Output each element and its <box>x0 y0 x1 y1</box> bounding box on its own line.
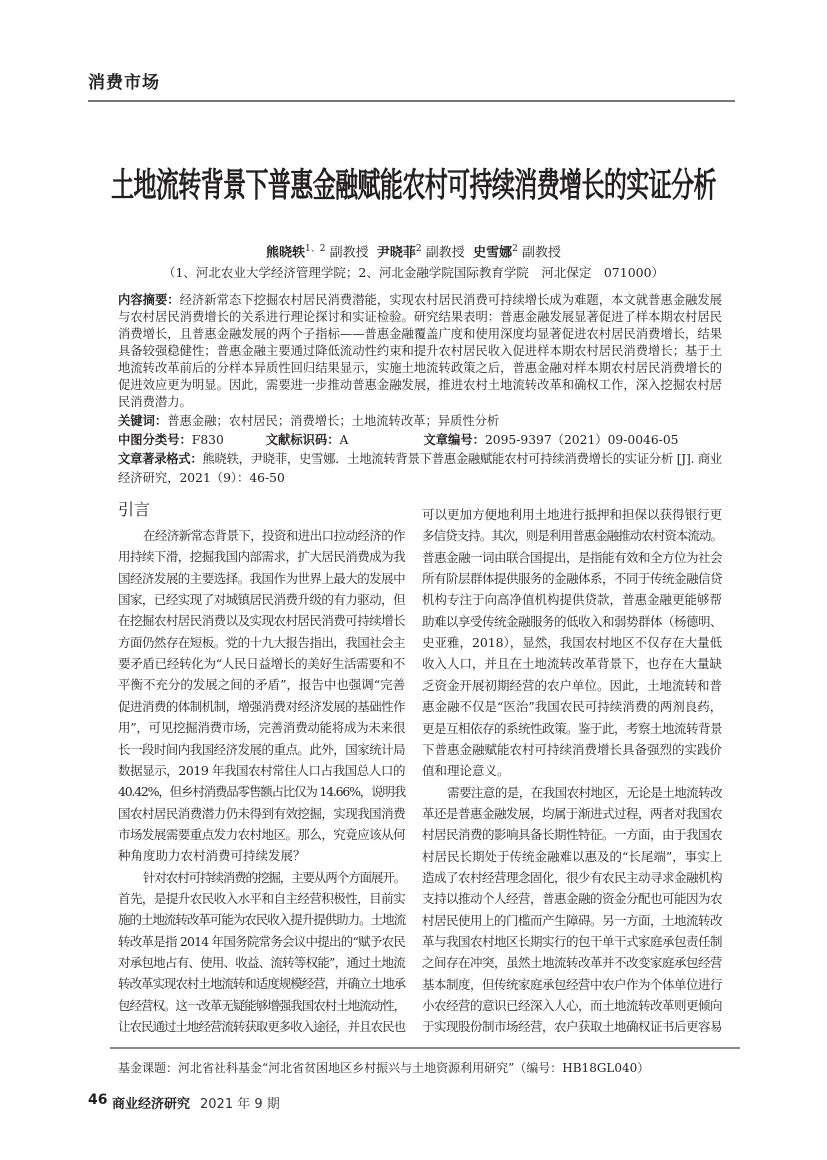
body-text-line: 用持续下滑，挖掘我国内部需求，扩大居民消费成为我 <box>118 549 405 565</box>
body-text-line: 值和理论意义。 <box>422 763 510 779</box>
abstract-line <box>118 343 722 360</box>
abstract-text: 消费增长，且普惠金融发展的两个子指标——普惠金融覆盖广度和使用深度均显著促进农村居民消费增长，结果 <box>118 327 722 341</box>
body-text-line: 村居民消费的影响具备长期性特征。一方面，由于我国农 <box>422 827 722 843</box>
keywords-value: 普惠金融；农村居民；消费增长；土地流转改革；异质性分析 <box>167 414 500 428</box>
body-text-line: 革还是普惠金融发展，均属于渐进式过程，两者对我国农 <box>422 805 722 821</box>
body-text-line: 长一段时间内我国经济发展的重点。此外，国家统计局 <box>118 741 405 757</box>
author-name: 熊晓轶 <box>266 245 306 261</box>
footnote-rule <box>110 1047 740 1049</box>
body-text-line: 小农经营的意识已经深入人心，而土地流转改革则更倾向 <box>422 998 722 1014</box>
article-no-label: 文章编号： <box>423 433 485 447</box>
author-rank: 副教授 <box>329 245 369 261</box>
citation-cont: 经济研究，2021（9）：46-50 <box>118 471 285 485</box>
body-text-line: 首先，是提升农民收入水平和自主经营积极性，目前实 <box>118 890 405 906</box>
body-text-line: 多信贷支持。其次，则是利用普惠金融推动农村资本流动。 <box>422 528 722 544</box>
author-affil-ref: 2 <box>512 244 518 254</box>
body-text-line: 在挖掘农村居民消费以及实现农村居民消费可持续增长 <box>118 613 405 629</box>
affiliation: （1、河北农业大学经济管理学院；2、河北金融学院国际教育学院 河北保定 071000） <box>162 265 665 280</box>
body-text-line: 用”，可见挖掘消费市场，完善消费动能将成为未来很 <box>118 720 405 736</box>
body-text-line: 市场发展需要重点发力农村地区。那么，究竟应该从何 <box>118 826 405 842</box>
body-text-line: 村居民使用上的门槛而产生障碍。另一方面，土地流转改 <box>422 912 722 928</box>
header-rule <box>88 100 735 102</box>
author-affil-ref: 2 <box>415 244 422 254</box>
section-heading-intro: 引言 <box>118 500 151 519</box>
body-text-line: 普惠金融一词由联合国提出，是指能有效和全方位为社会 <box>422 549 722 565</box>
keywords <box>118 413 499 430</box>
abstract-text: 民消费潜力。 <box>118 395 192 409</box>
classification <box>118 432 678 449</box>
body-text-line: 针对农村可持续消费的挖掘，主要从两个方面展开。 <box>143 869 405 885</box>
funding-footnote: 基金课题：河北省社科基金“河北省贫困地区乡村振兴与土地资源利用研究”（编号：HB18GL040） <box>118 1061 650 1075</box>
keywords-label: 关键词： <box>118 414 168 428</box>
body-text-line: 可以更加方便地利用土地进行抵押和担保以获得银行更 <box>422 507 723 522</box>
doc-code-label: 文献标识码： <box>265 433 340 447</box>
body-text-line: 机构专注于向高净值机构提供贷款，普惠金融更能够帮 <box>422 592 723 608</box>
author-affil-ref: 1、2 <box>305 244 326 254</box>
body-text-line: 所有阶层群体提供服务的金融体系，不同于传统金融信贷 <box>422 571 722 587</box>
clc-value: F830 <box>191 433 224 447</box>
body-text-line: 国经济发展的主要选择。我国作为世界上最大的发展中 <box>118 570 405 586</box>
body-text-line: 国农村居民消费潜力仍未得到有效挖掘，实现我国消费 <box>118 805 405 821</box>
citation-text: 熊晓轶，尹晓菲，史雪娜．土地流转背景下普惠金融赋能农村可持续消费增长的实证分析 [J]. 商业 <box>202 452 722 466</box>
body-text-line: 之间存在冲突，虽然土地流转改革并不改变家庭承包经营 <box>422 955 722 971</box>
author-list <box>0 241 827 260</box>
body-text-line: 国家，已经实现了对城镇居民消费升级的有力驱动，但 <box>118 592 405 608</box>
body-text-line: 下普惠金融赋能农村可持续消费增长具备强烈的实践价 <box>422 741 723 757</box>
abstract-text: 具备较强稳健性；普惠金融主要通过降低流动性约束和提升农村居民收入促进样本期农村居民消费增长；基于土 <box>118 344 722 358</box>
abstract-line <box>118 326 722 343</box>
abstract-label: 内容摘要： <box>118 293 180 307</box>
citation <box>118 451 722 468</box>
author-name: 史雪娜 <box>473 245 513 261</box>
body-text-line: 种角度助力农村消费可持续发展？ <box>118 848 306 864</box>
clc-label: 中图分类号： <box>118 433 192 447</box>
journal-issue: 2021 年 9 期 <box>200 1097 280 1112</box>
body-text-line: 让农民通过土地经营流转获取更多收入途径，并且农民也 <box>118 1019 405 1035</box>
abstract-text: 经济新常态下挖掘农村居民消费潜能，实现农村居民消费可持续增长成为难题，本文就普惠金融发展 <box>179 293 722 307</box>
citation-label: 文章著录格式： <box>118 452 203 466</box>
body-text-line: 惠金融不仅是“医治”我国农民可持续消费的两剂良药， <box>422 699 723 715</box>
body-text-line: 转改革实现农村土地流转和适度规模经营，并确立土地承 <box>118 976 405 992</box>
abstract-line <box>118 377 722 394</box>
body-text-line: 方面仍然存在短板。党的十九大报告指出，我国社会主 <box>118 634 405 650</box>
body-text-line: 村居民长期处于传统金融难以惠及的“长尾端”，事实上 <box>422 848 723 864</box>
abstract-line <box>118 360 722 377</box>
abstract-line <box>118 292 722 309</box>
body-text-line: 革与我国农村地区长期实行的包干单干式家庭承包责任制 <box>422 934 722 949</box>
journal-name: 商业经济研究 <box>112 1097 191 1112</box>
author-rank: 副教授 <box>521 245 561 261</box>
abstract-text: 地流转改革前后的分样本异质性回归结果显示，实施土地流转政策之后，普惠金融对样本期农村居民消费增长的 <box>118 361 722 375</box>
abstract-line <box>118 394 722 411</box>
body-text-line: 需要注意的是，在我国农村地区，无论是土地流转改 <box>447 784 722 800</box>
body-text-line: 40.42%，但乡村消费品零售额占比仅为 14.66%，说明我 <box>118 784 405 800</box>
body-text-line: 对承包地占有、使用、收益、流转等权能”，通过土地流 <box>118 955 405 970</box>
author-name: 尹晓菲 <box>376 245 416 261</box>
body-text-line: 助难以享受传统金融服务的低收入和弱势群体（杨德明、 <box>422 613 722 629</box>
body-text-line: 要矛盾已经转化为“人民日益增长的美好生活需要和不 <box>118 656 405 672</box>
body-text-line: 促进消费的体制机制，增强消费对经济发展的基础性作 <box>118 698 405 714</box>
body-text-line: 造成了农村经营理念固化，很少有农民主动寻求金融机构 <box>422 869 722 885</box>
body-text-line: 乏资金开展初期经营的农户单位。因此，土地流转和普 <box>422 677 723 693</box>
body-text-line: 更是互相依存的系统性政策。鉴于此，考察土地流转背景 <box>422 720 722 736</box>
section-tag: 消费市场 <box>88 73 160 93</box>
page-number: 46 <box>88 1092 108 1108</box>
body-text-line: 基本制度，但传统家庭承包经营中农户作为个体单位进行 <box>422 976 722 992</box>
body-text-line: 于实现股份制市场经营，农户获取土地确权证书后更容易 <box>422 1019 722 1035</box>
body-text-line: 转改革是指 2014 年国务院常务会议中提出的“赋予农民 <box>118 933 405 949</box>
body-text-line: 数据显示，2019 年我国农村常住人口占我国总人口的 <box>118 762 405 778</box>
article-title: 土地流转背景下普惠金融赋能农村可持续消费增长的实证分析 <box>111 165 716 205</box>
body-text-line: 平衡不充分的发展之间的矛盾”，报告中也强调“完善 <box>118 677 405 693</box>
body-text-line: 支持以推动个人经营，普惠金融的资金分配也可能因为农 <box>422 891 722 907</box>
author-rank: 副教授 <box>425 245 465 261</box>
body-text-line: 施的土地流转改革可能为农民收入提升提供助力。土地流 <box>118 912 405 928</box>
abstract-line <box>118 309 722 326</box>
abstract-text: 与农村居民消费增长的关系进行理论探讨和实证检验。研究结果表明：普惠金融发展显著促进了样本期农村居民 <box>118 310 722 324</box>
body-text-line: 包经营权。这一改革无疑能够增强我国农村土地流动性， <box>118 997 405 1013</box>
body-text-line: 史亚雅，2018），显然，我国农村地区不仅存在大量低 <box>422 635 722 651</box>
article-no-value: 2095-9397（2021）09-0046-05 <box>484 433 679 447</box>
abstract-text: 促进效应更为明显。因此，需要进一步推动普惠金融发展，推进农村土地流转改革和确权工作，深入挖掘农村居 <box>118 378 722 392</box>
body-text-line: 在经济新常态背景下，投资和进出口拉动经济的作 <box>143 528 405 543</box>
body-text-line: 收入人口，并且在土地流转改革背景下，也存在大量缺 <box>422 656 723 672</box>
doc-code-value: A <box>339 433 349 447</box>
